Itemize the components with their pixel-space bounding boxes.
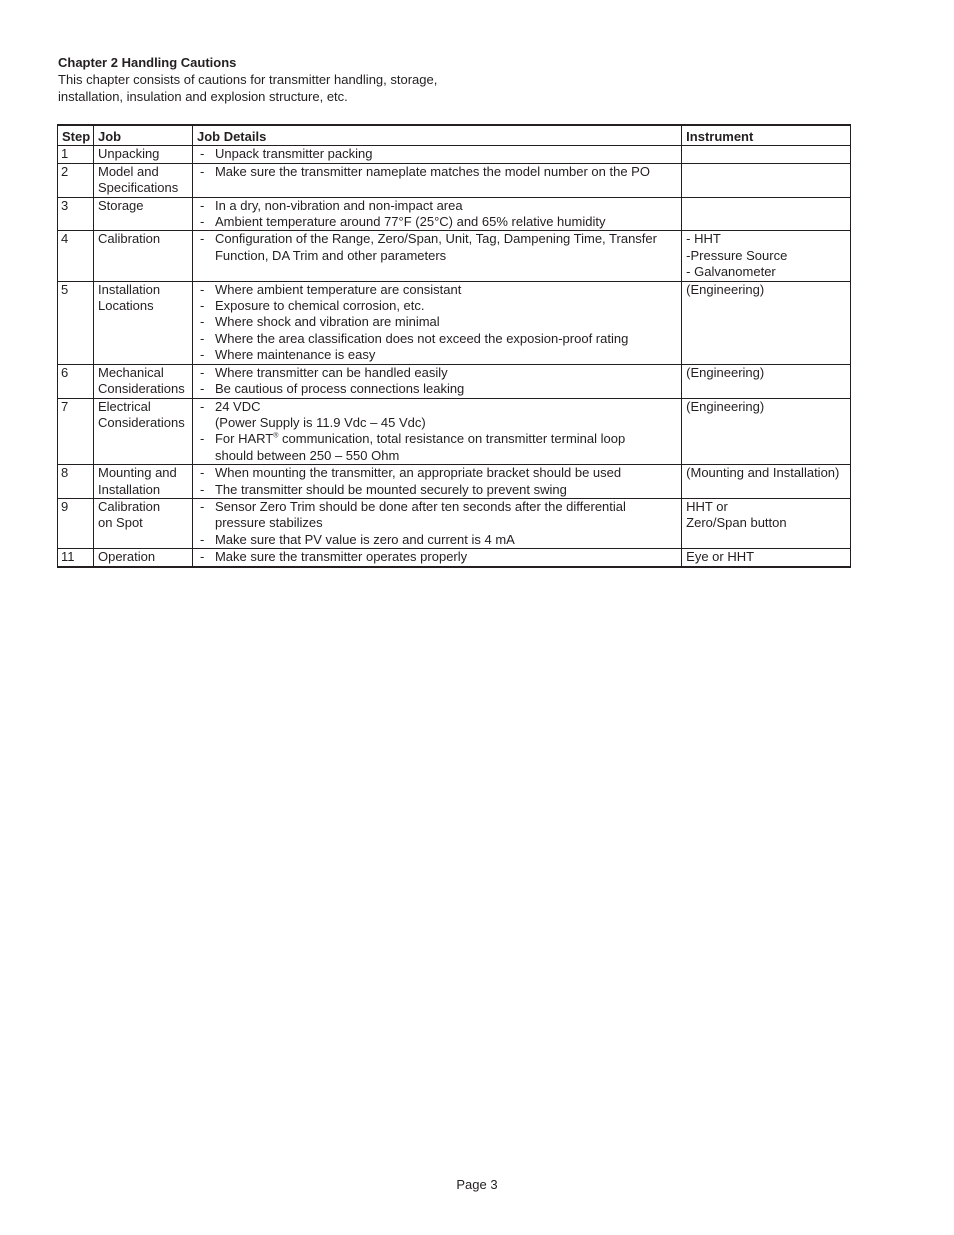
step-cell: 8	[58, 465, 94, 499]
detail-line: Function, DA Trim and other parameters	[214, 247, 447, 263]
detail-item: - Where the area classification does not exceed the exposion-proof rating	[197, 331, 681, 347]
step-cell: 1	[58, 146, 94, 163]
job-line: Storage	[97, 197, 144, 213]
job-cell	[93, 197, 192, 231]
step-cell: 4	[58, 231, 94, 281]
table-row	[58, 549, 851, 567]
details-cell	[192, 498, 681, 548]
instrument-cell	[682, 498, 851, 548]
details-cell	[192, 398, 681, 465]
instrument-line	[686, 164, 850, 180]
details-cell	[192, 465, 681, 499]
job-line: Mechanical	[97, 364, 164, 380]
page-number: Page 3	[456, 1177, 498, 1192]
instrument-cell	[682, 398, 851, 465]
step-cell: 2	[58, 163, 94, 197]
details-cell	[192, 146, 681, 163]
details-cell	[192, 163, 681, 197]
detail-item: - Be cautious of process connections leaking	[197, 381, 681, 397]
step-cell: 11	[58, 549, 94, 567]
detail-item: - When mounting the transmitter, an appropriate bracket should be used	[197, 465, 681, 481]
detail-line: (Power Supply is 11.9 Vdc – 45 Vdc)	[214, 414, 426, 430]
job-line: Unpacking	[97, 146, 160, 162]
details-cell	[192, 281, 681, 364]
detail-line: - Sensor Zero Trim should be done after ten seconds after the differential	[214, 498, 626, 514]
detail-item	[197, 431, 681, 464]
instrument-line: (Mounting and Installation)	[686, 465, 840, 481]
job-line: Model and	[97, 163, 159, 179]
instrument-cell	[682, 364, 851, 398]
detail-item: - Unpack transmitter packing	[197, 146, 681, 162]
detail-item: - In a dry, non-vibration and non-impact area	[197, 198, 681, 214]
job-cell	[93, 398, 192, 465]
instrument-line: - Galvanometer	[686, 264, 776, 280]
detail-item: - Where shock and vibration are minimal	[197, 314, 681, 330]
instrument-cell	[682, 281, 851, 364]
detail-item	[197, 399, 681, 432]
header-step: Step	[58, 125, 94, 146]
table-row	[58, 281, 851, 364]
job-line: Calibration	[97, 498, 161, 514]
registered-mark: ®	[273, 432, 279, 440]
table-row	[58, 498, 851, 548]
details-cell	[192, 549, 681, 567]
instrument-line: (Engineering)	[686, 364, 765, 380]
job-line: Installation	[97, 281, 161, 297]
instrument-cell	[682, 465, 851, 499]
job-cell	[93, 231, 192, 281]
step-cell: 5	[58, 281, 94, 364]
detail-item: - Where maintenance is easy	[197, 347, 681, 363]
detail-text: communication, total resistance on transmitter terminal loop	[278, 431, 626, 447]
instrument-line	[686, 146, 850, 162]
job-cell	[93, 146, 192, 163]
detail-item	[197, 499, 681, 532]
details-cell	[192, 197, 681, 231]
job-cell	[93, 549, 192, 567]
detail-line: pressure stabilizes	[214, 515, 323, 531]
details-cell	[192, 364, 681, 398]
instrument-line: (Engineering)	[686, 398, 765, 414]
job-cell	[93, 465, 192, 499]
job-line: Considerations	[97, 381, 185, 397]
step-cell: 6	[58, 364, 94, 398]
detail-item: - Where transmitter can be handled easily	[197, 365, 681, 381]
job-cell	[93, 364, 192, 398]
detail-line: - Configuration of the Range, Zero/Span, Unit, Tag, Dampening Time, Transfer	[214, 231, 657, 247]
detail-text: For HART	[214, 431, 274, 447]
job-line: on Spot	[97, 515, 143, 531]
detail-item: - Where ambient temperature are consistant	[197, 282, 681, 298]
instrument-line: Zero/Span button	[686, 515, 787, 531]
header-instrument: Instrument	[682, 125, 851, 146]
instrument-cell	[682, 146, 851, 163]
detail-item: - The transmitter should be mounted securely to prevent swing	[197, 482, 681, 498]
instrument-line: -Pressure Source	[686, 247, 788, 263]
chapter-title: Chapter 2 Handling Cautions	[58, 55, 237, 70]
table-row	[58, 231, 851, 281]
table-row	[58, 146, 851, 163]
step-cell: 3	[58, 197, 94, 231]
detail-item: - Make sure the transmitter nameplate matches the model number on the PO	[197, 164, 681, 180]
job-cell	[93, 163, 192, 197]
job-line: Specifications	[97, 180, 179, 196]
details-cell	[192, 231, 681, 281]
instrument-line: Eye or HHT	[686, 549, 755, 565]
step-cell: 9	[58, 498, 94, 548]
detail-item: - Make sure the transmitter operates properly	[197, 549, 681, 565]
instrument-line: - HHT	[686, 231, 721, 247]
table-row	[58, 197, 851, 231]
detail-line: - 24 VDC	[214, 398, 261, 414]
handling-cautions-table	[57, 124, 851, 568]
job-cell	[93, 498, 192, 548]
instrument-line	[686, 198, 850, 214]
table-header-row	[58, 125, 851, 146]
job-line: Calibration	[97, 231, 161, 247]
job-line: Installation	[97, 481, 161, 497]
instrument-line: (Engineering)	[686, 281, 765, 297]
detail-item	[197, 231, 681, 264]
detail-item: - Make sure that PV value is zero and current is 4 mA	[197, 532, 681, 548]
job-cell	[93, 281, 192, 364]
table-row	[58, 163, 851, 197]
header-job: Job	[93, 125, 192, 146]
instrument-cell	[682, 197, 851, 231]
detail-item: - Ambient temperature around 77°F (25°C) and 65% relative humidity	[197, 214, 681, 230]
detail-line: should between 250 – 550 Ohm	[214, 447, 400, 463]
job-line: Operation	[97, 549, 156, 565]
instrument-cell	[682, 549, 851, 567]
table-row	[58, 364, 851, 398]
job-line: Mounting and	[97, 465, 177, 481]
instrument-cell	[682, 163, 851, 197]
chapter-intro	[58, 71, 478, 105]
table-row	[58, 465, 851, 499]
header-job-details: Job Details	[192, 125, 681, 146]
job-line: Electrical	[97, 398, 151, 414]
instrument-line: HHT or	[686, 498, 728, 514]
instrument-cell	[682, 231, 851, 281]
detail-line	[215, 431, 681, 447]
table-row	[58, 398, 851, 465]
job-line: Locations	[97, 298, 154, 314]
step-cell: 7	[58, 398, 94, 465]
intro-line: installation, insulation and explosion structure, etc.	[58, 89, 348, 104]
detail-item: - Exposure to chemical corrosion, etc.	[197, 298, 681, 314]
job-line: Considerations	[97, 414, 185, 430]
intro-line: This chapter consists of cautions for transmitter handling, storage,	[58, 72, 438, 87]
